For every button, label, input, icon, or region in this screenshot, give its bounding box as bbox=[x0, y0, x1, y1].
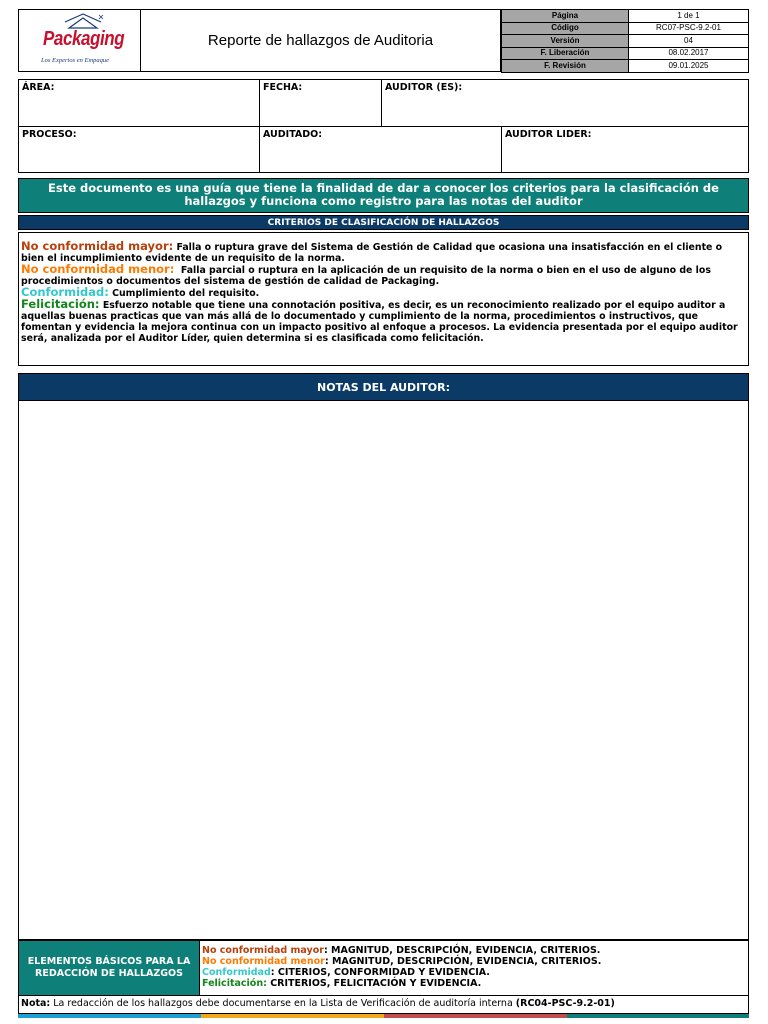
meta-row bbox=[502, 22, 749, 35]
auditor-field[interactable] bbox=[381, 79, 749, 127]
meta-row bbox=[502, 10, 749, 23]
meta-key: F. Liberación bbox=[502, 47, 629, 60]
meta-value: RC07-PSC-9.2-01 bbox=[629, 22, 749, 35]
criterion-desc: Cumplimiento del requisito. bbox=[112, 288, 260, 299]
element-desc: CRITERIOS, FELICITACIÓN Y EVIDENCIA. bbox=[266, 978, 482, 989]
criterion-desc: Falla o ruptura grave del Sistema de Gestión de Calidad que ocasiona una insatisfacción en el cliente o bien el incumplimiento evidente de un requisito de la norma. bbox=[21, 242, 723, 264]
fecha-label: FECHA: bbox=[263, 82, 303, 93]
meta-value: 09.01.2025 bbox=[629, 60, 749, 73]
element-term: No conformidad mayor bbox=[202, 945, 324, 956]
elements-list bbox=[200, 940, 749, 996]
criterion-term: Felicitación: bbox=[21, 297, 100, 311]
guide-banner: Este documento es una guía que tiene la finalidad de dar a conocer los criterios para la clasificación de hallazgos y funciona como registro para las notas del auditor bbox=[18, 178, 749, 213]
auditor-label: AUDITOR (ES): bbox=[385, 82, 463, 93]
color-strip-red bbox=[384, 1014, 567, 1018]
color-strip-yellow bbox=[201, 1014, 384, 1018]
meta-key: Página bbox=[502, 10, 629, 23]
auditor-lider-field[interactable] bbox=[501, 126, 749, 173]
notes-header: NOTAS DEL AUDITOR: bbox=[18, 373, 749, 401]
notes-input-area[interactable] bbox=[18, 401, 749, 940]
auditado-label: AUDITADO: bbox=[263, 129, 323, 140]
element-item bbox=[202, 945, 746, 956]
meta-value: 1 de 1 bbox=[629, 10, 749, 23]
criterion-term: Conformidad: bbox=[21, 285, 109, 299]
criterion-mayor bbox=[21, 241, 746, 264]
element-term: No conformidad menor bbox=[202, 956, 325, 967]
area-field[interactable] bbox=[18, 79, 260, 127]
meta-key: F. Revisión bbox=[502, 60, 629, 73]
criterion-desc: Falla parcial o ruptura en la aplicación de un requisito de la norma o bien en el uso de alguno de los procedimientos o documentos del sistema de gestión de calidad de Packaging. bbox=[21, 265, 711, 287]
element-desc: : MAGNITUD, DESCRIPCIÓN, EVIDENCIA, CRITERIOS. bbox=[323, 945, 601, 956]
criterion-menor bbox=[21, 264, 746, 287]
meta-row bbox=[502, 60, 749, 73]
auditado-field[interactable] bbox=[259, 126, 502, 173]
meta-key: Código bbox=[502, 22, 629, 35]
criterion-desc: Esfuerzo notable que tiene una connotación positiva, es decir, es un reconocimiento realizado por el equipo auditor a aquellas buenas practicas que van más allá de lo documentado y cumplimiento de la norma, procedimientos o instructivos, que fomentan y evidencia la mejora continua con un impacto positivo al enfoque a procesos. La evidencia presentada por el equipo auditor será, analizada por el Auditor Líder, quien determina si es clasificada como felicitación. bbox=[21, 300, 738, 344]
criterion-felicitacion bbox=[21, 299, 746, 344]
element-term: Conformidad bbox=[202, 967, 271, 978]
element-desc: : CITERIOS, CONFORMIDAD Y EVIDENCIA. bbox=[270, 967, 490, 978]
document-title: Reporte de hallazgos de Auditoria bbox=[207, 32, 434, 49]
meta-row bbox=[502, 35, 749, 48]
criteria-header: CRITERIOS DE CLASIFICACIÓN DE HALLAZGOS bbox=[18, 215, 749, 230]
proceso-field[interactable] bbox=[18, 126, 260, 173]
criteria-definitions bbox=[18, 232, 749, 366]
element-item bbox=[202, 967, 746, 978]
meta-row bbox=[502, 47, 749, 60]
fecha-field[interactable] bbox=[259, 79, 382, 127]
elements-label: ELEMENTOS BÁSICOS PARA LA REDACCIÓN DE HALLAZGOS bbox=[18, 940, 200, 996]
criterion-term: No conformidad mayor: bbox=[21, 239, 174, 253]
footer-note-text: La redacción de los hallazgos debe documentarse en la Lista de Verificación de auditoría interna bbox=[50, 998, 516, 1009]
document-meta-table bbox=[501, 9, 749, 73]
logo-wordmark: Packaging bbox=[43, 28, 125, 50]
document-title-box bbox=[140, 9, 501, 72]
element-item bbox=[202, 956, 746, 967]
criterion-conformidad bbox=[21, 287, 746, 299]
element-item bbox=[202, 978, 746, 989]
footer-note bbox=[18, 996, 749, 1014]
meta-value: 04 bbox=[629, 35, 749, 48]
auditor-lider-label: AUDITOR LIDER: bbox=[505, 129, 592, 140]
company-logo bbox=[18, 9, 140, 72]
color-strip-blue bbox=[18, 1014, 201, 1018]
footer-note-label: Nota: bbox=[21, 998, 51, 1009]
footer-note-code: (RC04-PSC-9.2-01) bbox=[515, 998, 615, 1009]
logo-tagline: Los Expertos en Empaque bbox=[41, 57, 110, 64]
color-strip-teal bbox=[567, 1014, 749, 1018]
criterion-term: No conformidad menor: bbox=[21, 262, 175, 276]
element-term: Felicitación: bbox=[202, 978, 267, 989]
meta-value: 08.02.2017 bbox=[629, 47, 749, 60]
area-label: ÁREA: bbox=[22, 82, 55, 93]
element-desc: : MAGNITUD, DESCRIPCIÓN, EVIDENCIA, CRITERIOS. bbox=[324, 956, 602, 967]
proceso-label: PROCESO: bbox=[22, 129, 77, 140]
meta-key: Versión bbox=[502, 35, 629, 48]
